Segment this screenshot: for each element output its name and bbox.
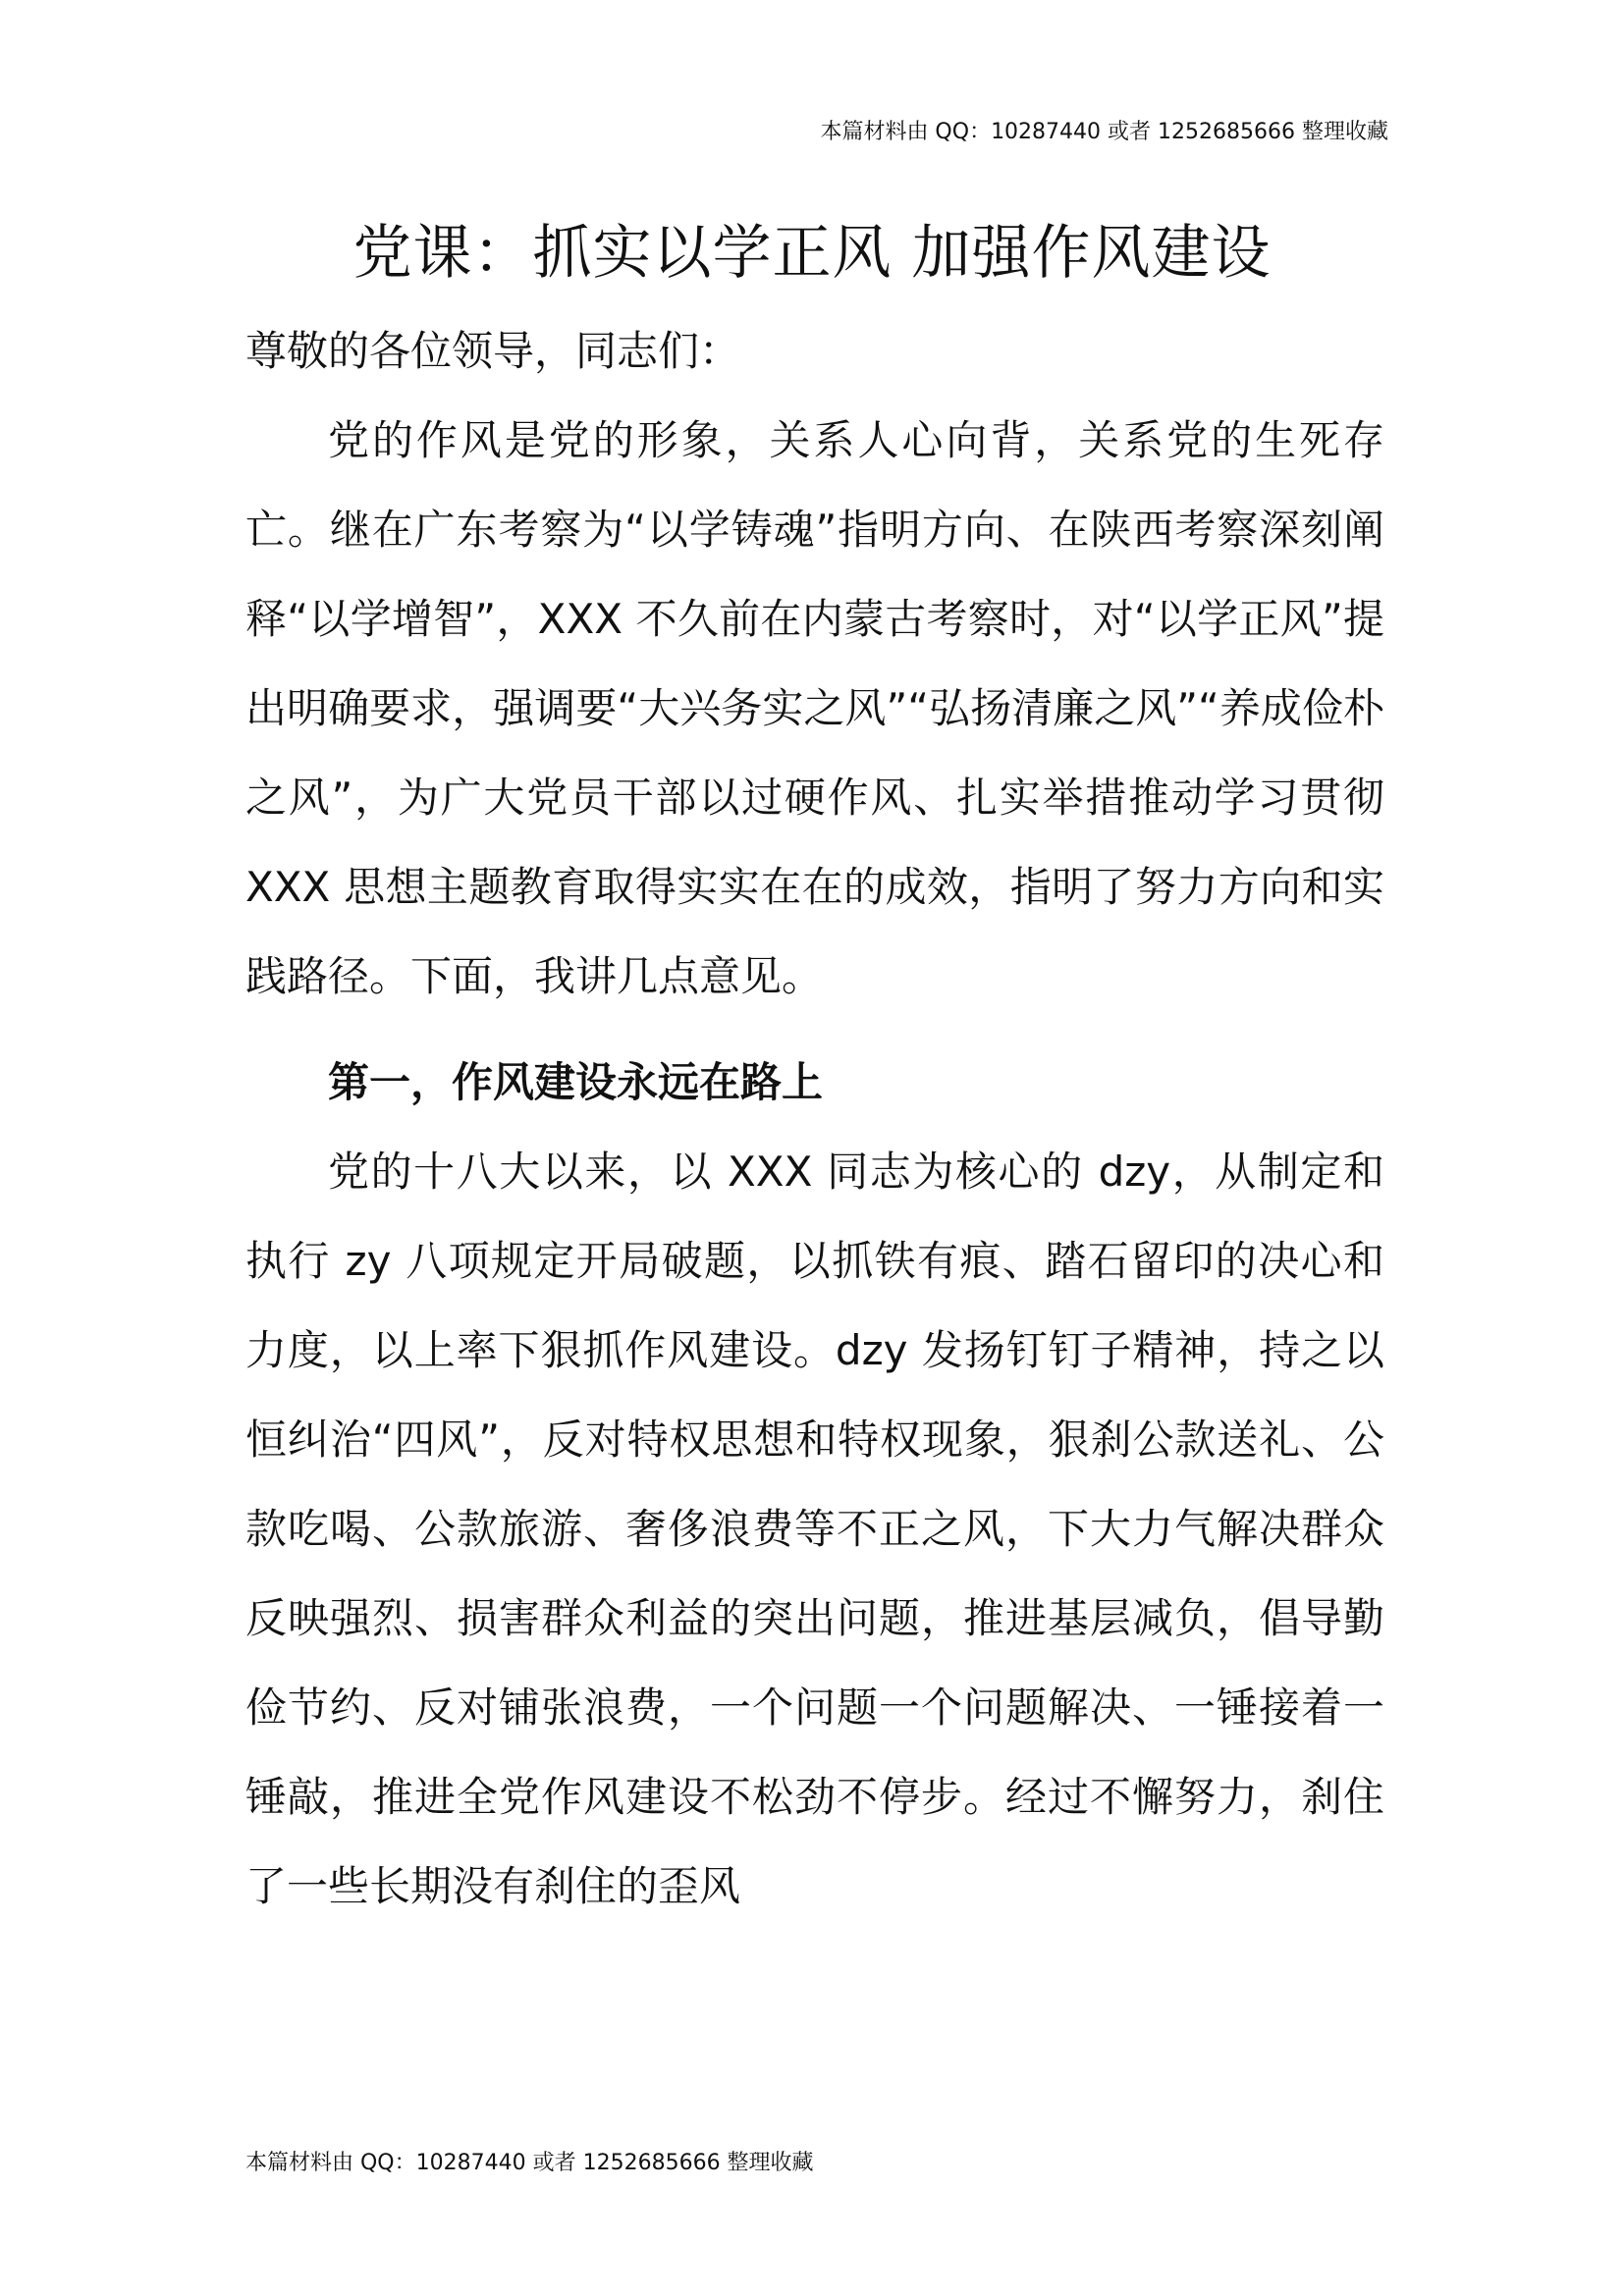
document-title: 党课：抓实以学正风 加强作风建设 <box>352 219 1272 288</box>
document-body <box>245 306 1384 1931</box>
section-body-paragraph: 党的十八大以来，以 XXX 同志为核心的 dzy，从制定和执行 zy 八项规定开局破题，以抓铁有痕、踏石留印的决心和力度，以上率下狠抓作风建设。dzy 发扬钉钉子精神，持之以恒纠治“四风”，反对特权思想和特权现象，狠刹公款送礼、公款吃喝、公款旅游、奢侈浪费等不正之风，下大力气解决群众反映强烈、损害群众利益的突出问题，推进基层减负，倡导勤俭节约、反对铺张浪费，一个问题一个问题解决、一锤接着一锤敲，推进全党作风建设不松劲不停步。经过不懈努力，刹住了一些长期没有刹住的歪风 <box>245 1148 1384 1910</box>
header-note: 本篇材料由 QQ：10287440 或者 1252685666 整理收藏 <box>820 120 1388 144</box>
intro-paragraph: 党的作风是党的形象，关系人心向背，关系党的生死存亡。继在广东考察为“以学铸魂”指明方向、在陕西考察深刻阐释“以学增智”，XXX 不久前在内蒙古考察时，对“以学正风”提出明确要求，强调要“大兴务实之风”“弘扬清廉之风”“养成俭朴之风”，为广大党员干部以过硬作风、扎实举措推动学习贯彻 XXX 思想主题教育取得实实在在的成效，指明了努力方向和实践路径。下面，我讲几点意见。 <box>245 416 1384 1000</box>
section-heading: 第一，作风建设永远在路上 <box>328 1058 824 1106</box>
footer-note: 本篇材料由 QQ：10287440 或者 1252685666 整理收藏 <box>245 2151 814 2175</box>
salutation: 尊敬的各位领导，同志们： <box>245 327 741 375</box>
